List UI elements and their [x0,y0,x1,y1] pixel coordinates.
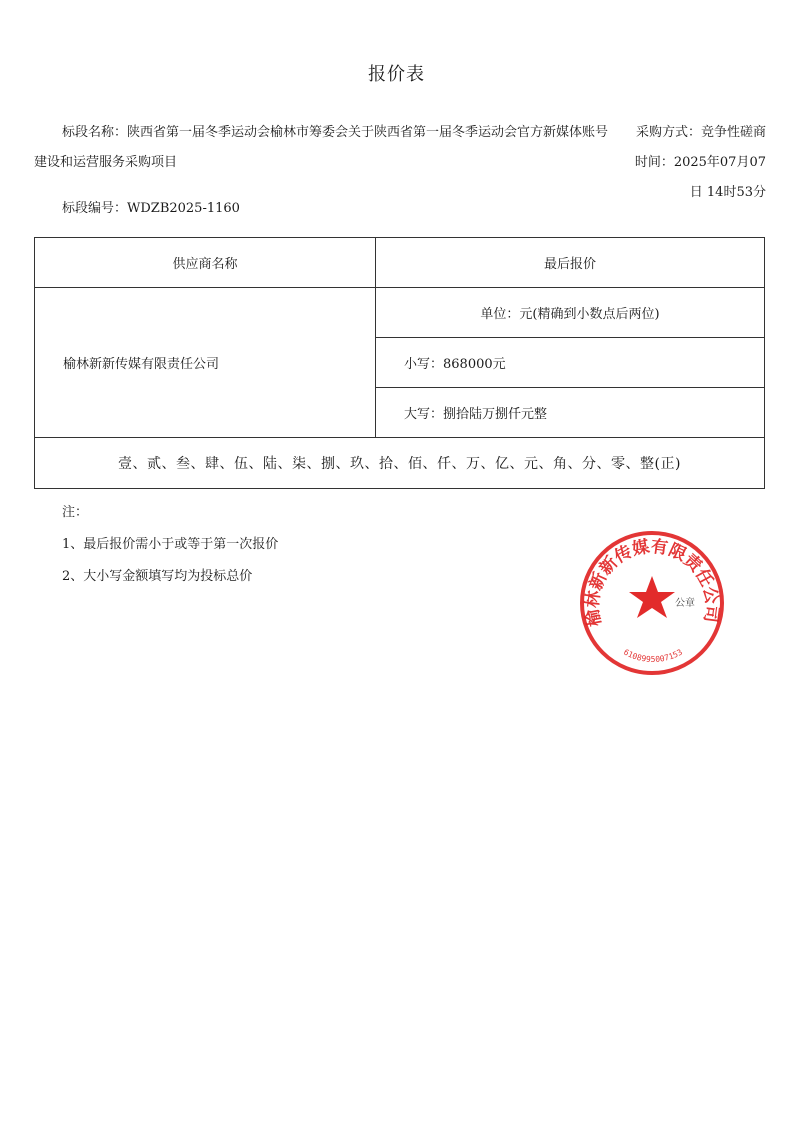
page-title: 报价表 [368,64,425,85]
section-name: 标段名称：陕西省第一届冬季运动会榆林市筹委会关于陕西省第一届冬季运动会官方新媒体账号建设和运营服务采购项目 [34,125,609,170]
quote-table [34,237,765,489]
notes-title: 注： [62,505,89,520]
table-header-row [35,238,765,288]
section-number: 标段编号：WDZB2025-1160 [62,201,240,216]
note-2: 2、大小写金额填写均为投标总价 [62,569,253,584]
seal-number-path: 6108995007153 [622,647,684,664]
seal-star-icon [629,576,675,618]
header-final-price: 最后报价 [376,238,765,288]
chinese-numerals: 壹、贰、叁、肆、伍、陆、柒、捌、玖、拾、佰、仟、万、亿、元、角、分、零、整(正) [35,438,765,489]
seal-company-path: 榆林新新传媒有限责任公司 [582,536,722,629]
price-lowercase: 小写：868000元 [376,338,765,388]
price-unit: 单位：元(精确到小数点后两位) [376,288,765,338]
header-supplier: 供应商名称 [35,238,376,288]
quote-time: 时间：2025年07月07日 14时53分 [634,155,766,200]
numerals-row [35,438,765,489]
price-uppercase: 大写：捌拾陆万捌仟元整 [376,388,765,438]
procurement-info [628,118,766,208]
section-info [34,118,614,224]
company-seal-stamp [577,528,727,678]
supplier-name: 榆林新新传媒有限责任公司 [35,288,376,438]
procurement-method: 采购方式：竞争性磋商 [635,125,766,140]
seal-number-text [622,647,684,664]
table-row [35,288,765,338]
note-1: 1、最后报价需小于或等于第一次报价 [62,537,279,552]
seal-label: 公章 [675,598,695,609]
notes [62,497,278,593]
